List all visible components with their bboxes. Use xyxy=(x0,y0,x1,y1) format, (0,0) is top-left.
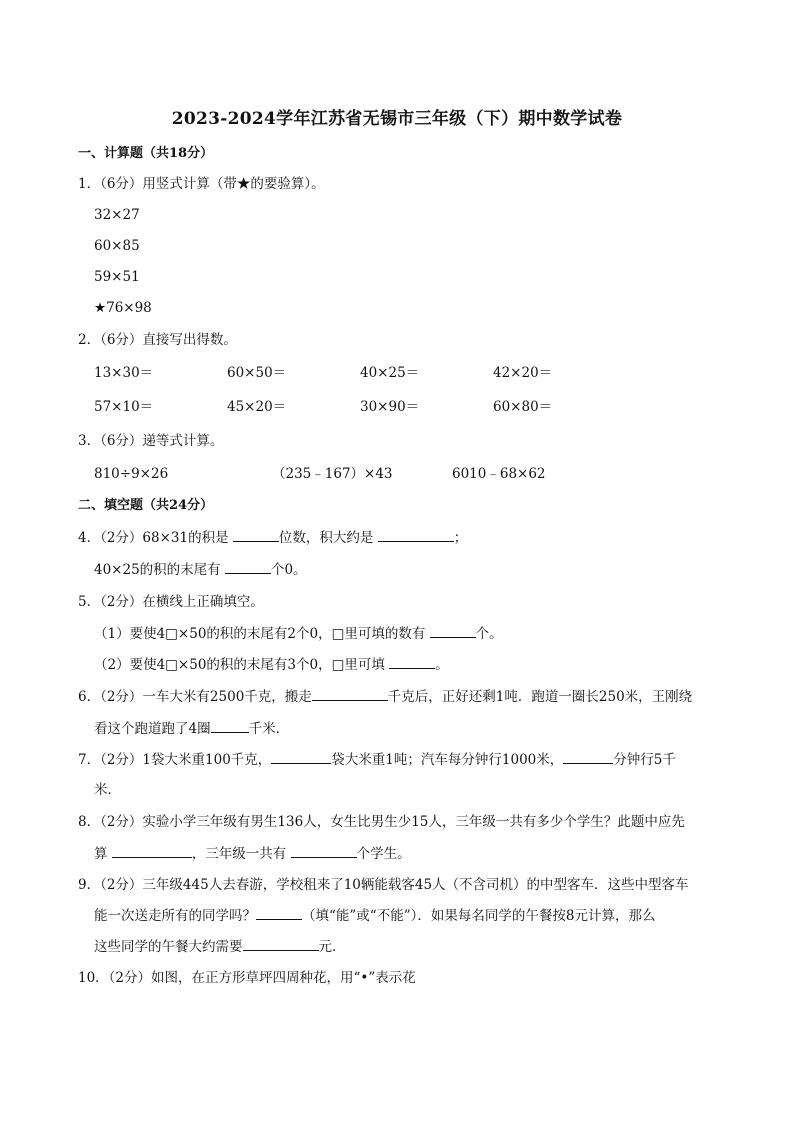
answer-blank[interactable] xyxy=(389,656,435,669)
answer-blank[interactable] xyxy=(378,529,454,542)
answer-blank[interactable] xyxy=(256,907,302,920)
question-5-sub-2 xyxy=(94,656,449,674)
section-heading-fill-in: 二、填空题（共24分） xyxy=(78,498,214,513)
q9-text: 元． xyxy=(318,939,346,955)
q3-item: 6010﹣68×62 xyxy=(452,466,546,482)
answer-blank[interactable] xyxy=(291,845,357,858)
q8-text: ，三年级一共有 xyxy=(191,846,291,862)
question-6-line-2 xyxy=(94,720,289,738)
q2-item: 60×50＝ xyxy=(227,365,287,381)
q1-item-verify: ★76×98 xyxy=(94,300,152,316)
answer-blank[interactable] xyxy=(211,720,249,733)
q2-item: 57×10＝ xyxy=(94,399,154,415)
q6-text: 6．（2分）一车大米有2500千克，搬走 xyxy=(78,689,312,705)
question-2-stem: 2．（6分）直接写出得数。 xyxy=(78,332,237,348)
section-heading-calculation: 一、计算题（共18分） xyxy=(78,146,214,161)
q8-text: 算 xyxy=(94,846,112,862)
q5-text: 个。 xyxy=(475,626,503,642)
question-6-line-1 xyxy=(78,688,692,706)
q2-item: 60×80＝ xyxy=(493,399,553,415)
question-7-line-1 xyxy=(78,751,676,769)
q3-item: （235﹣167）×43 xyxy=(272,466,393,482)
answer-blank[interactable] xyxy=(271,751,331,764)
q7-text: 7．（2分）1袋大米重100千克， xyxy=(78,752,272,768)
q1-item: 32×27 xyxy=(94,207,140,223)
answer-blank[interactable] xyxy=(312,688,388,701)
page-title: 2023-2024学年江苏省无锡市三年级（下）期中数学试卷 xyxy=(171,109,623,129)
q1-item: 59×51 xyxy=(94,269,140,285)
question-1-stem: 1．（6分）用竖式计算（带★的要验算）。 xyxy=(78,176,325,192)
q9-text: 能一次送走所有的同学吗？ xyxy=(94,908,256,924)
answer-blank[interactable] xyxy=(233,529,279,542)
q5-text: （1）要使4□×50的积的末尾有2个0，□里可填的数有 xyxy=(94,626,430,642)
question-8-line-1: 8．（2分）实验小学三年级有男生136人，女生比男生少15人，三年级一共有多少个学生？此题中应先 xyxy=(78,814,685,830)
q2-item: 45×20＝ xyxy=(227,399,287,415)
q2-item: 13×30＝ xyxy=(94,365,154,381)
question-10-stem: 10．（2分）如图，在正方形草坪四周种花，用“•”表示花 xyxy=(78,970,416,986)
answer-blank[interactable] xyxy=(430,625,476,638)
q2-item: 42×20＝ xyxy=(493,365,553,381)
question-7-line-2: 米． xyxy=(94,782,121,798)
q5-text: （2）要使4□×50的积的末尾有3个0，□里可填 xyxy=(94,657,390,673)
question-5-sub-1 xyxy=(94,625,503,643)
question-4-line-1 xyxy=(78,529,467,547)
q7-text: 袋大米重1吨；汽车每分钟行1000米， xyxy=(331,752,564,768)
question-9-line-2 xyxy=(94,907,655,925)
q3-item: 810÷9×26 xyxy=(94,466,169,482)
q4-text: 40×25的积的末尾有 xyxy=(94,562,225,578)
q9-text: 这些同学的午餐大约需要 xyxy=(94,939,243,955)
question-4-line-2 xyxy=(94,561,307,579)
q6-text: 看这个跑道跑了4圈 xyxy=(94,721,211,737)
q4-text: 位数，积大约是 xyxy=(278,530,378,546)
answer-blank[interactable] xyxy=(563,751,613,764)
q2-item: 40×25＝ xyxy=(360,365,420,381)
q4-text: 个0。 xyxy=(270,562,307,578)
question-8-line-2 xyxy=(94,845,411,863)
q9-text: （填“能”或“不能”）．如果每名同学的午餐按8元计算，那么 xyxy=(302,908,656,924)
q7-text: 分钟行5千 xyxy=(613,752,676,768)
answer-blank[interactable] xyxy=(225,561,271,574)
q6-text: 千米． xyxy=(248,721,290,737)
q8-text: 个学生。 xyxy=(356,846,411,862)
q5-text: 。 xyxy=(435,657,449,673)
q4-text: 4．（2分）68×31的积是 xyxy=(78,530,233,546)
q1-item: 60×85 xyxy=(94,238,140,254)
question-9-line-1: 9．（2分）三年级445人去春游，学校租来了10辆能载客45人（不含司机）的中型客车．这些中型客车 xyxy=(78,877,689,893)
answer-blank[interactable] xyxy=(112,845,192,858)
question-3-stem: 3．（6分）递等式计算。 xyxy=(78,433,224,449)
answer-blank[interactable] xyxy=(243,938,319,951)
q2-item: 30×90＝ xyxy=(360,399,420,415)
q6-text: 千克后，正好还剩1吨．跑道一圈长250米，王刚绕 xyxy=(387,689,693,705)
q4-text: ； xyxy=(453,530,468,546)
question-5-stem: 5．（2分）在横线上正确填空。 xyxy=(78,594,264,610)
question-9-line-3 xyxy=(94,938,346,956)
